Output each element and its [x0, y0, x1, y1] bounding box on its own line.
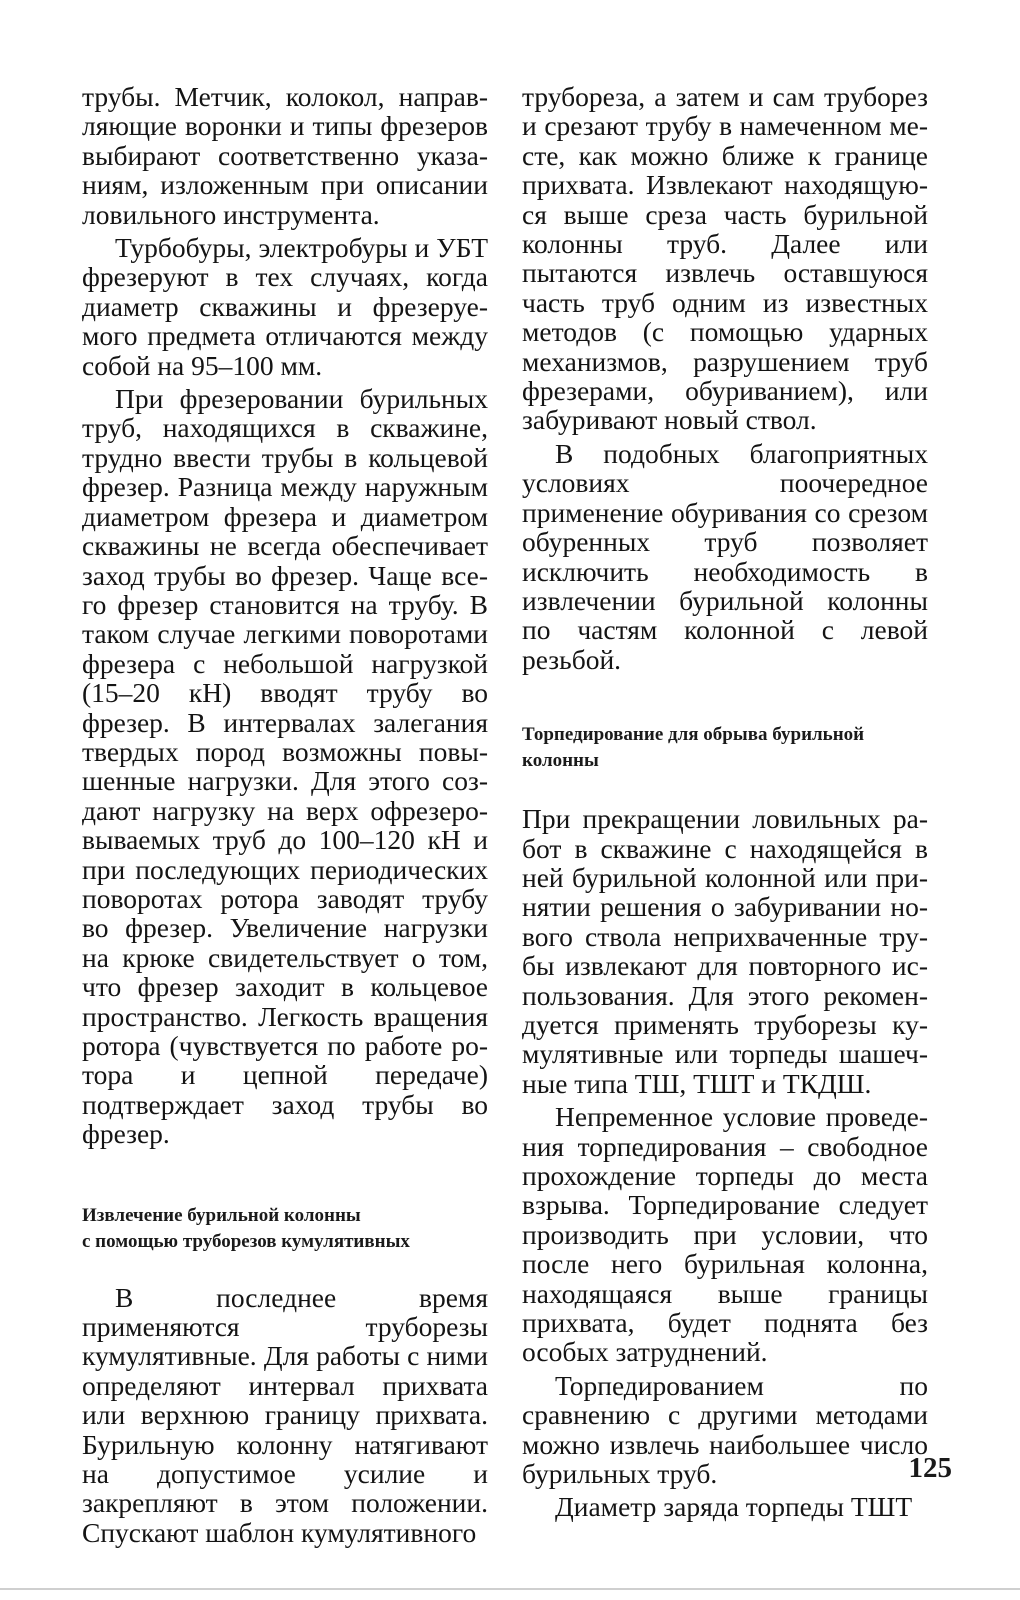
right-column	[522, 82, 928, 1522]
section-heading-torpedoing	[522, 722, 928, 774]
heading-line-2: колонны	[522, 750, 599, 772]
page-number: 125	[908, 1452, 952, 1484]
heading-line-2: с помощью труборезов кумулятивных	[82, 1230, 410, 1252]
left-paragraph-4: В последнее время применяются труборезы кумулятивные. Для работы с ними определяют интервал прихвата или верхнюю границу прихвата. Бурильную колонну натягивают на допустимое усилие и закрепляют в этом положении. Спускают шаблон кумулятивного	[82, 1281, 488, 1548]
left-paragraph-2: Турбобуры, электробуры и УБТ фрезеруют в тех случаях, когда диаметр скважины и фрезеруемого предмета отличаются между собой на 95–100 мм.	[82, 232, 488, 381]
right-paragraph-1: трубореза, а затем и сам труборез и срезают трубу в намеченном месте, как можно ближе к границе прихвата. Извлекают находящуюся выше среза часть бурильной колонны труб. Далее или пытаются извлечь оставшуюся часть труб одним из известных методов (с помощью ударных механизмов, разрушением труб фрезерами, обуриванием), или забуривают новый ствол.	[522, 81, 928, 436]
scan-edge-divider	[0, 1588, 1020, 1590]
right-paragraph-5: Торпедированием по сравнению с другими методами можно извлечь наибольшее число бурильных труб.	[522, 1369, 928, 1490]
right-paragraph-3: При прекращении ловильных работ в скважине с находящейся в ней бурильной колонной или принятии решения о забуривании нового ствола неприхваченные трубы извлекают для повторного использования. Для этого рекомендуется применять труборезы кумулятивные или торпеды шашечные типа ТШ, ТШТ и ТКДШ.	[522, 803, 928, 1099]
left-column	[82, 82, 488, 1547]
right-paragraph-6: Диаметр заряда торпеды ТШТ	[555, 1491, 913, 1523]
heading-line-1: Торпедирование для обрыва бурильной	[522, 724, 865, 746]
left-paragraph-3: При фрезеровании бурильных труб, находящихся в скважине, трудно ввести трубы в кольцевой фрезер. Разница между наружным диаметром фрезера и диаметром скважины не всегда обеспечивает заход трубы во фрезер. Чаще всего фрезер становится на трубу. В таком случае легкими поворотами фрезера с небольшой нагрузкой (15–20 кН) вводят трубу во фрезер. В интервалах залегания твердых пород возможны повышенные нагрузки. Для этого создают нагрузку на верх офрезеровываемых труб до 100–120 кН и при последующих периодических поворотах ротора заводят трубу во фрезер. Увеличение нагрузки на крюке свидетельствует о том, что фрезер заходит в кольцевое пространство. Легкость вращения ротора (чувствуется по работе ротора и цепной передаче) подтверждает заход трубы во фрезер.	[82, 383, 488, 1150]
left-paragraph-1: трубы. Метчик, колокол, направляющие воронки и типы фрезеров выбирают соответственно указаниям, изложенным при описании ловильного инструмента.	[82, 81, 488, 230]
right-paragraph-4: Непременное условие проведения торпедирования – свободное прохождение торпеды до места взрыва. Торпедирование следует производить при условии, что после него бурильная колонна, находящаяся выше границы прихвата, будет поднята без особых затруднений.	[522, 1101, 928, 1368]
right-paragraph-2: В подобных благоприятных условиях поочередное применение обуривания со срезом обуренных труб позволяет исключить необходимость в извлечении бурильной колонны по частям колонной с левой резьбой.	[522, 437, 928, 675]
section-heading-cumulative-cutters	[82, 1203, 488, 1255]
heading-line-1: Извлечение бурильной колонны	[82, 1204, 361, 1226]
